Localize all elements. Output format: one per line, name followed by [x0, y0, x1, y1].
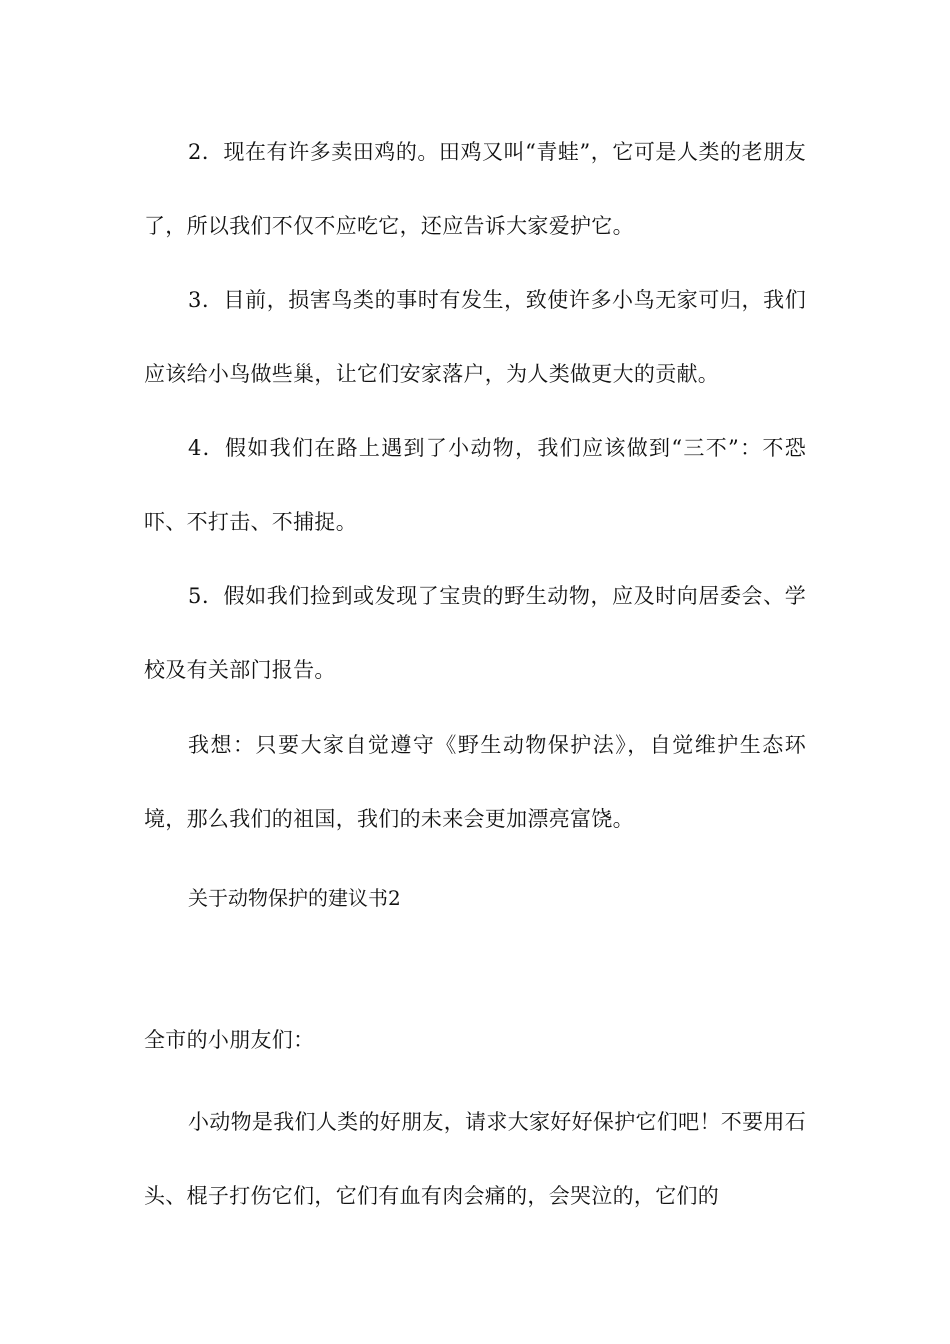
section-heading: 关于动物保护的建议书2: [188, 886, 401, 910]
paragraph-birds: 3．目前，损害鸟类的事时有发生，致使许多小鸟无家可归，我们应该给小鸟做些巢，让它们安家落户，为人类做更大的贡献。: [144, 288, 806, 386]
paragraph-report: 5．假如我们捡到或发现了宝贵的野生动物，应及时向居委会、学校及有关部门报告。: [144, 584, 806, 682]
paragraph-three-nos: 4．假如我们在路上遇到了小动物，我们应该做到“三不”：不恐吓、不打击、不捕捉。: [144, 436, 806, 534]
paragraph-conclusion: 我想：只要大家自觉遵守《野生动物保护法》，自觉维护生态环境，那么我们的祖国，我们的未来会更加漂亮富饶。: [144, 733, 806, 831]
paragraph-frog: 2．现在有许多卖田鸡的。田鸡又叫“青蛙”，它可是人类的老朋友了，所以我们不仅不应吃它，还应告诉大家爱护它。: [144, 140, 806, 238]
paragraph-intro: 小动物是我们人类的好朋友，请求大家好好保护它们吧！不要用石头、棍子打伤它们，它们有血有肉会痛的，会哭泣的，它们的: [144, 1110, 806, 1208]
salutation: 全市的小朋友们：: [144, 1028, 315, 1052]
